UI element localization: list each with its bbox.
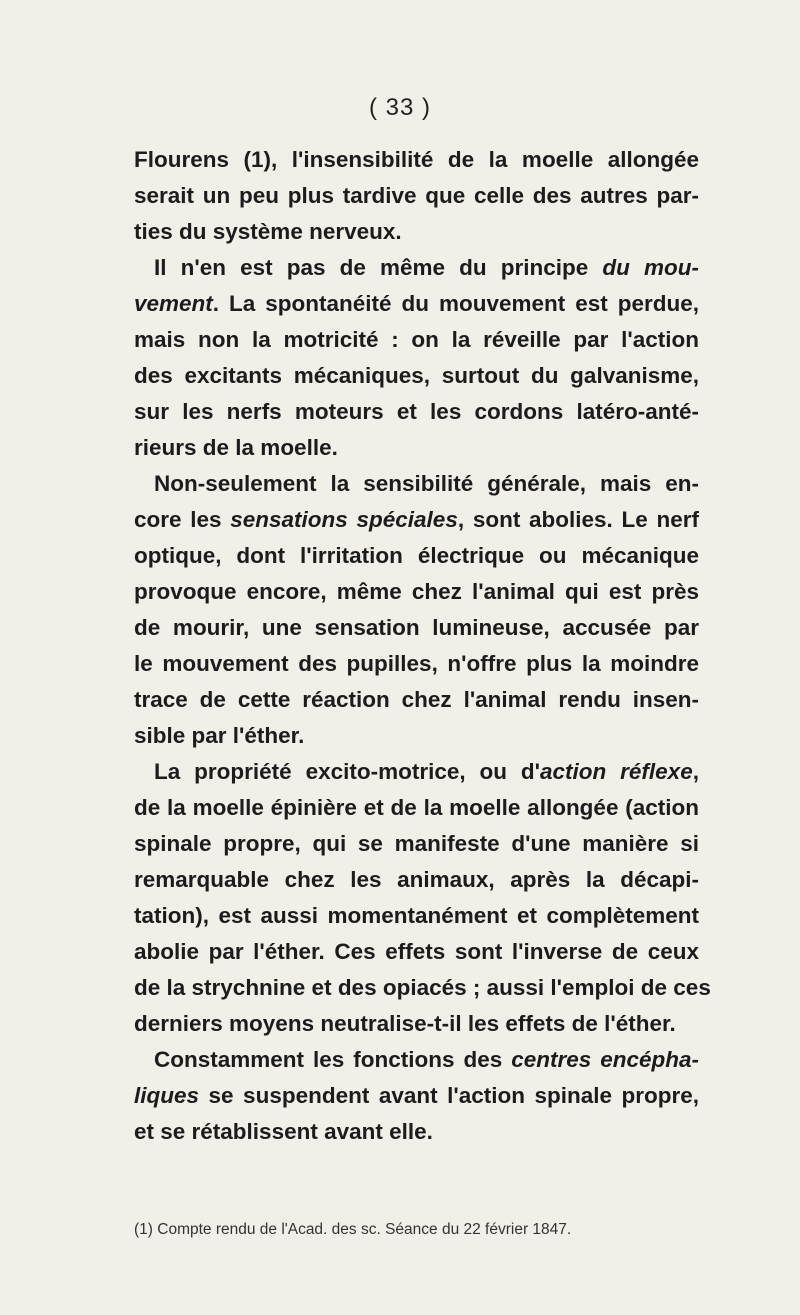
text-fragment: Il n'en est pas de même du principe — [154, 255, 603, 280]
text-line: sur les nerfs moteurs et les cordons latéro-anté- — [134, 399, 699, 424]
text-line — [134, 502, 699, 538]
text-line: remarquable chez les animaux, après la décapi- — [134, 867, 699, 892]
italic-term: vement — [134, 291, 213, 316]
text-line: provoque encore, même chez l'animal qui est près — [134, 579, 699, 604]
text-fragment: , sont abolies. Le nerf — [457, 507, 700, 532]
text-line — [134, 250, 699, 286]
text-line: serait un peu plus tardive que celle des autres par- — [134, 183, 699, 208]
text-fragment: , — [692, 759, 699, 784]
text-line: tation), est aussi momentanément et complètement — [134, 903, 699, 928]
text-line — [134, 1078, 699, 1114]
text-fragment: se suspendent avant l'action spinale propre, — [199, 1083, 699, 1108]
text-fragment: Constamment les fonctions des — [154, 1047, 512, 1072]
italic-term: sensations spéciales — [230, 507, 458, 532]
italic-term: du mou- — [602, 255, 699, 280]
text-line: derniers moyens neutralise-t-il les effets de l'éther. — [134, 1011, 676, 1036]
text-line: abolie par l'éther. Ces effets sont l'inverse de ceux — [134, 939, 699, 964]
text-line — [134, 1042, 699, 1078]
italic-term: centres encépha- — [511, 1047, 700, 1072]
text-line: Flourens (1), l'insensibilité de la moelle allongée — [134, 147, 699, 172]
body-text — [134, 142, 711, 1150]
text-line: mais non la motricité : on la réveille par l'action — [134, 327, 699, 352]
italic-term: liques — [134, 1083, 200, 1108]
text-line: de la strychnine et des opiacés ; aussi l'emploi de ces — [134, 975, 711, 1000]
footnote: (1) Compte rendu de l'Acad. des sc. Séance du 22 février 1847. — [134, 1221, 572, 1238]
page-number: ( 33 ) — [368, 94, 431, 121]
text-line: ties du système nerveux. — [134, 219, 402, 244]
text-line: et se rétablissent avant elle. — [134, 1119, 433, 1144]
text-line: sible par l'éther. — [134, 723, 305, 748]
text-line: optique, dont l'irritation électrique ou mécanique — [134, 543, 699, 568]
text-line: spinale propre, qui se manifeste d'une manière si — [134, 831, 699, 856]
text-line: le mouvement des pupilles, n'offre plus la moindre — [134, 651, 699, 676]
text-line: des excitants mécaniques, surtout du galvanisme, — [134, 363, 699, 388]
text-line: Non-seulement la sensibilité générale, mais en- — [154, 471, 699, 496]
text-line — [134, 754, 699, 790]
text-line — [134, 286, 699, 322]
text-fragment: . La spontanéité du mouvement est perdue, — [212, 291, 699, 316]
text-line: de mourir, une sensation lumineuse, accusée par — [134, 615, 699, 640]
text-line: trace de cette réaction chez l'animal rendu insen- — [134, 687, 699, 712]
text-line: de la moelle épinière et de la moelle allongée (action — [134, 795, 699, 820]
text-line: rieurs de la moelle. — [134, 435, 338, 460]
text-fragment: core les — [134, 507, 231, 532]
italic-term: action réflexe — [540, 759, 693, 784]
text-fragment: La propriété excito-motrice, ou d' — [154, 759, 540, 784]
